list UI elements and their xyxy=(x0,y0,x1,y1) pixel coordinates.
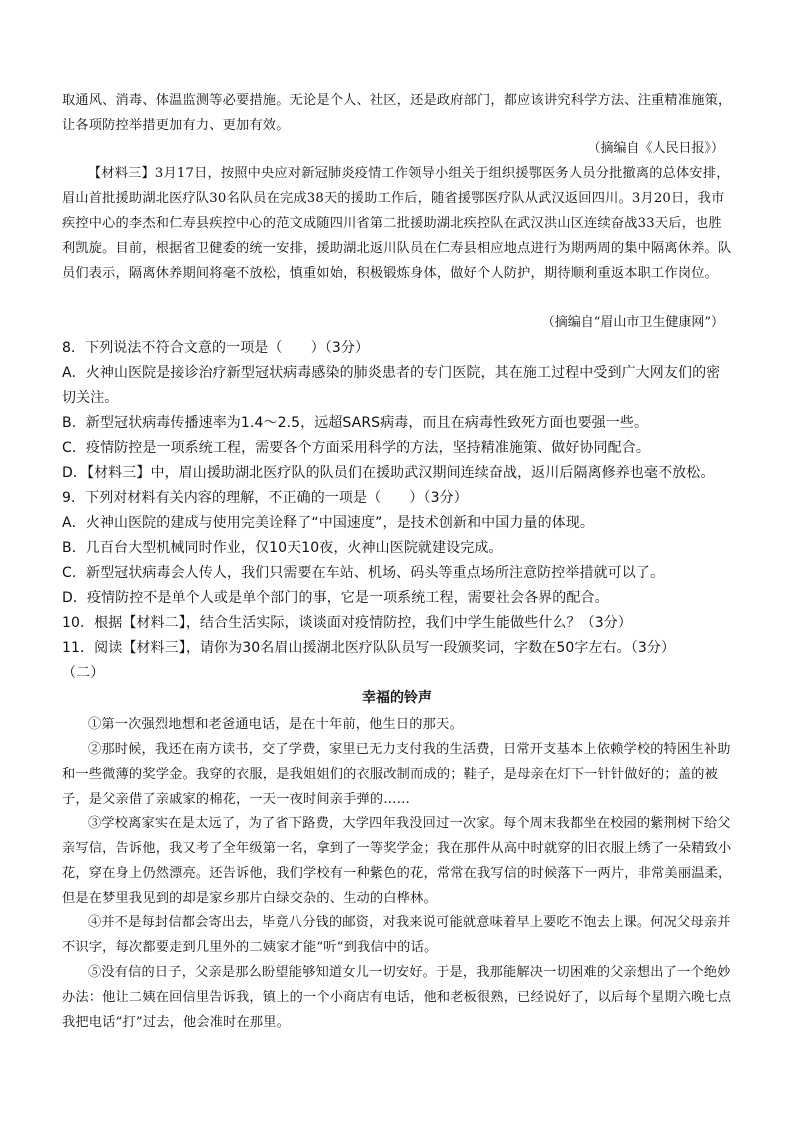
question-9: 9．下列对材料有关内容的理解，不正确的一项是（ ）（3分） xyxy=(62,490,468,506)
question-8-option-c: C．疫情防控是一项系统工程，需要各个方面采用科学的方法，坚持精准施策、做好协同配合。 xyxy=(62,440,650,456)
question-9-option-a: A．火神山医院的建成与使用完美诠释了“中国速度”，是技术创新和中国力量的体现。 xyxy=(62,515,594,531)
question-8-option-a: A．火神山医院是接诊治疗新型冠状病毒感染的肺炎患者的专门医院，其在施工过程中受到广大网友们的密切关注。 xyxy=(62,365,721,406)
question-8: 8．下列说法不符合文意的一项是（ ）（3分） xyxy=(62,340,370,356)
material3-paragraph: 【材料三】3月17日，按照中央应对新冠肺炎疫情工作领导小组关于组织援鄂医务人员分批撤离的总体安排，眉山首批援助湖北医疗队30名队员在完成38天的援助工作后，随省援鄂医疗队从武汉返回四川。3月20日，我市疾控中心的李杰和仁寿县疾控中心的范文成随四川省第二批援助湖北疾控队在武汉洪山区连续奋战33天后，也胜利凯旋。目前，根据省卫健委的统一安排，援助湖北返川队员在仁寿县相应地点进行为期两周的集中隔离休养。队员们表示，隔离休养期间将毫不放松，慎重如始，积极锻炼身体，做好个人防护，期待顺利重返本职工作岗位。 xyxy=(62,166,732,281)
story-paragraph-1: ①第一次强烈地想和老爸通电话，是在十年前，他生日的那天。 xyxy=(88,717,463,732)
question-9-option-b: B．几百台大型机械同时作业，仅10天10夜，火神山医院就建设完成。 xyxy=(62,540,503,556)
question-8-option-b: B．新型冠状病毒传播速率为1.4～2.5，远超SARS病毒，而且在病毒性致死方面也要强一些。 xyxy=(62,415,649,431)
question-9-option-d: D．疫情防控不是单个人或是单个部门的事，它是一项系统工程，需要社会各界的配合。 xyxy=(62,590,609,606)
section-heading: （二） xyxy=(62,665,105,681)
story-title: 幸福的铃声 xyxy=(362,690,432,706)
material2-source: （摘编自《人民日报》） xyxy=(587,141,724,156)
material3-source: （摘编自“眉山市卫生健康网”） xyxy=(541,315,724,330)
story-paragraph-5: ⑤没有信的日子，父亲是那么盼望能够知道女儿一切安好。于是，我那能解决一切困难的父亲想出了一个绝妙办法：他让二姨在回信里告诉我，镇上的一个小商店有电话，他和老板很熟，已经说好了，以后每个星期六晚七点我把电话“打”过去，他会准时在那里。 xyxy=(62,965,732,1030)
material2-tail: 取通风、消毒、体温监测等必要措施。无论是个人、社区，还是政府部门，都应该讲究科学方法、注重精准施策，让各项防控举措更加有力、更加有效。 xyxy=(62,93,732,133)
question-10: 10．根据【材料二】，结合生活实际，谈谈面对疫情防控，我们中学生能做些什么？（3分） xyxy=(62,615,632,631)
question-11: 11．阅读【材料三】，请你为30名眉山援湖北医疗队队员写一段颁奖词，字数在50字左右。（3分） xyxy=(62,640,676,656)
question-8-option-d: D．【材料三】中，眉山援助湖北医疗队的队员们在援助武汉期间连续奋战，返川后隔离修养也毫不放松。 xyxy=(62,465,715,481)
story-paragraph-4: ④并不是每封信都会寄出去，毕竟八分钱的邮资，对我来说可能就意味着早上要吃不饱去上课。何况父母亲并不识字，每次都要走到几里外的二姨家才能“听”到我信中的话。 xyxy=(62,915,731,955)
story-paragraph-2: ②那时候，我还在南方读书，交了学费，家里已无力支付我的生活费，日常开支基本上依赖学校的特困生补助和一些微薄的奖学金。我穿的衣服，是我姐姐们的衣服改制而成的；鞋子，是母亲在灯下一针针做好的；盖的被子，是父亲借了亲戚家的棉花，一天一夜时间亲手弹的…… xyxy=(62,742,731,807)
story-paragraph-3: ③学校离家实在是太远了，为了省下路费，大学四年我没回过一次家。每个周末我都坐在校园的紫荆树下给父亲写信，告诉他，我又考了全年级第一名，拿到了一等奖学金；我在那件从高中时就穿的旧衣服上绣了一朵精致小花，穿在身上仍然漂亮。还告诉他，我们学校有一种紫色的花，常常在我写信的时候落下一两片，非常美丽温柔，但是在梦里我见到的却是家乡那片白绿交杂的、生动的白桦林。 xyxy=(62,816,732,906)
question-9-option-c: C．新型冠状病毒会人传人，我们只需要在车站、机场、码头等重点场所注意防控举措就可以了。 xyxy=(62,565,665,581)
